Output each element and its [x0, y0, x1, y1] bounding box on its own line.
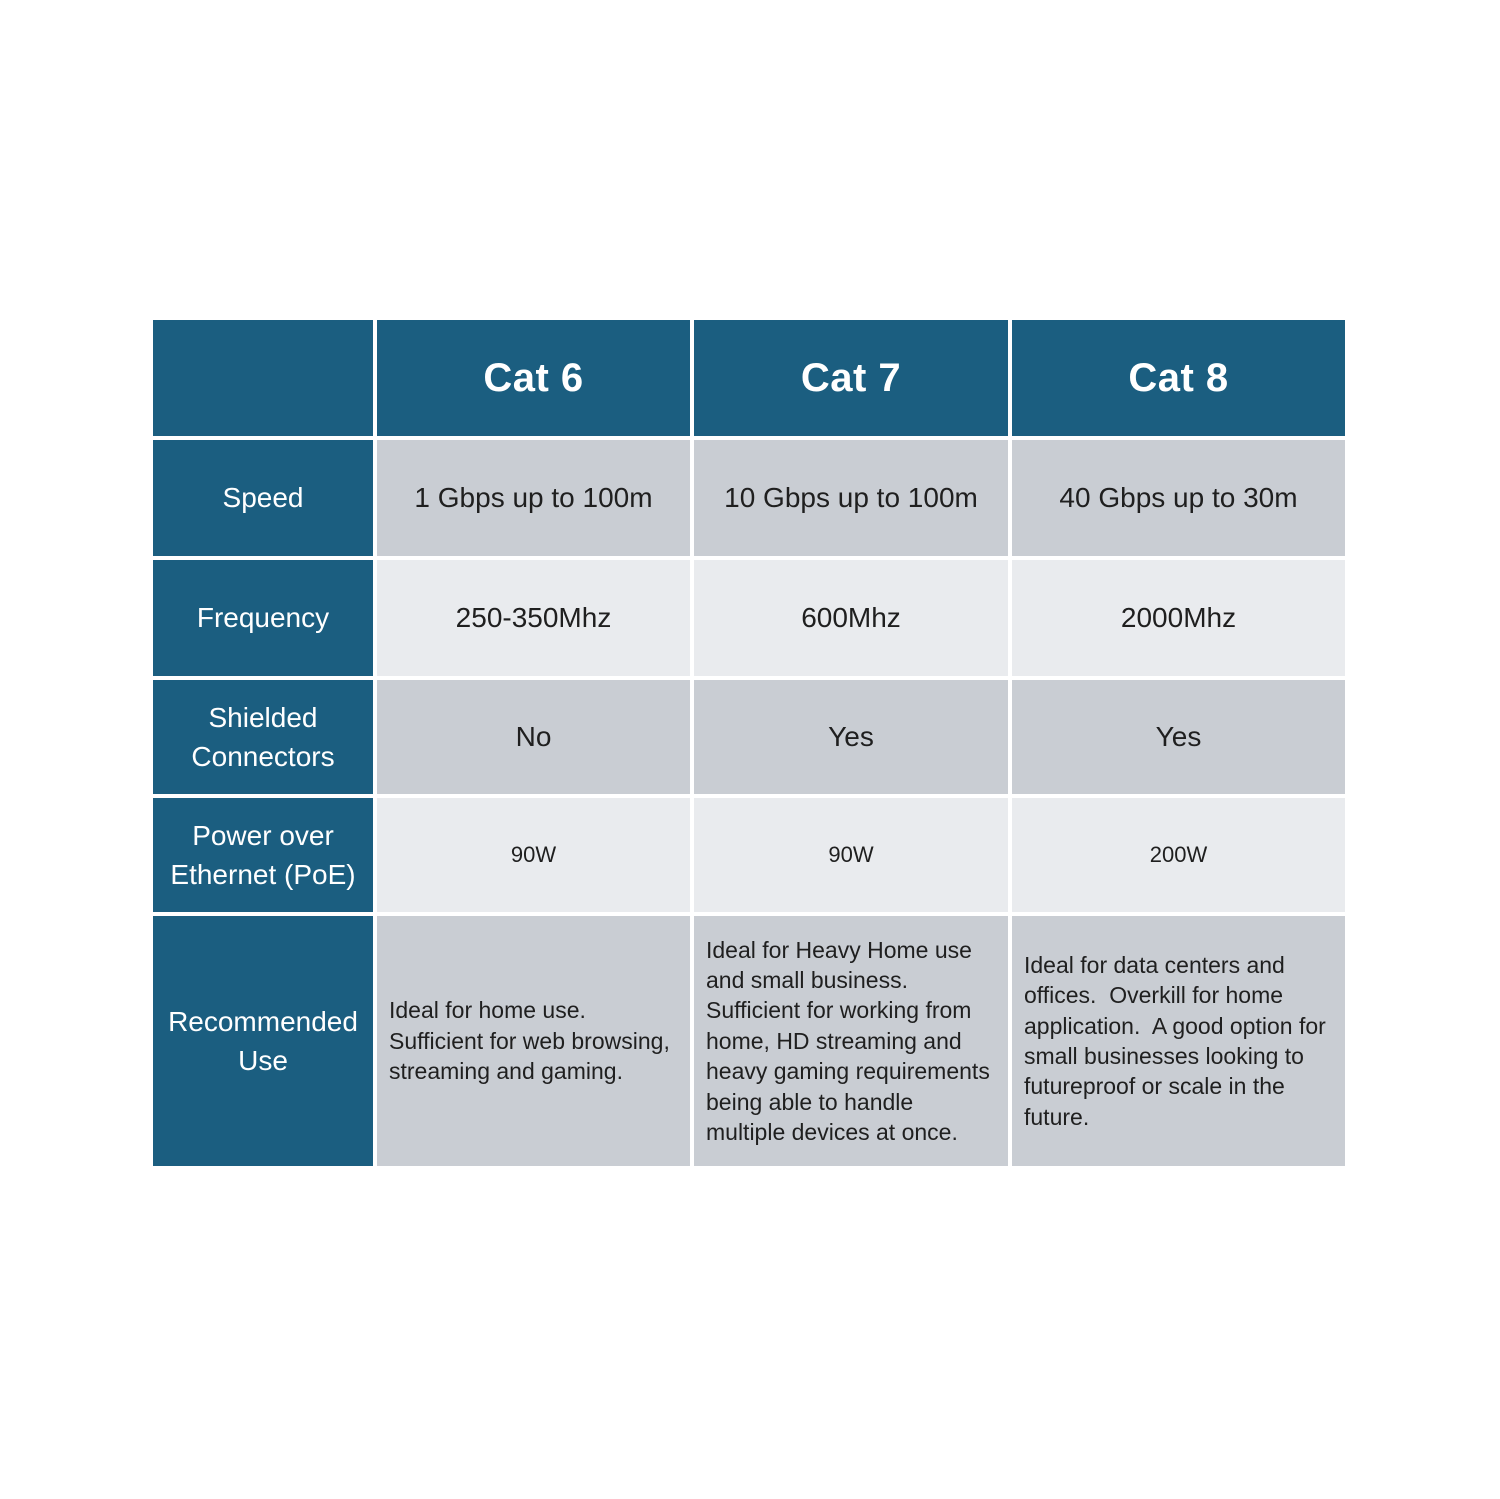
ethernet-category-comparison-table [153, 320, 1345, 1166]
row-label-poe: Power over Ethernet (PoE) [153, 798, 373, 912]
cell-recommended-cat6: Ideal for home use. Sufficient for web browsing, streaming and gaming. [377, 916, 690, 1166]
cell-shielded-cat8: Yes [1012, 680, 1345, 794]
cell-shielded-cat7: Yes [694, 680, 1008, 794]
cell-frequency-cat7: 600Mhz [694, 560, 1008, 676]
cell-shielded-cat6: No [377, 680, 690, 794]
cell-recommended-cat8: Ideal for data centers and offices. Overkill for home application. A good option for small businesses looking to futureproof or scale in the future. [1012, 916, 1345, 1166]
row-label-recommended-use: Recommended Use [153, 916, 373, 1166]
header-cell-cat7: Cat 7 [694, 320, 1008, 436]
cell-speed-cat8: 40 Gbps up to 30m [1012, 440, 1345, 556]
header-cell-cat8: Cat 8 [1012, 320, 1345, 436]
cell-frequency-cat6: 250-350Mhz [377, 560, 690, 676]
cell-recommended-cat7: Ideal for Heavy Home use and small business. Sufficient for working from home, HD streaming and heavy gaming requirements being able to handle multiple devices at once. [694, 916, 1008, 1166]
header-corner-cell [153, 320, 373, 436]
cell-frequency-cat8: 2000Mhz [1012, 560, 1345, 676]
row-label-frequency: Frequency [153, 560, 373, 676]
row-label-shielded-connectors: Shielded Connectors [153, 680, 373, 794]
row-label-speed: Speed [153, 440, 373, 556]
cell-poe-cat7: 90W [694, 798, 1008, 912]
cell-speed-cat7: 10 Gbps up to 100m [694, 440, 1008, 556]
cell-speed-cat6: 1 Gbps up to 100m [377, 440, 690, 556]
cell-poe-cat6: 90W [377, 798, 690, 912]
cell-poe-cat8: 200W [1012, 798, 1345, 912]
header-cell-cat6: Cat 6 [377, 320, 690, 436]
